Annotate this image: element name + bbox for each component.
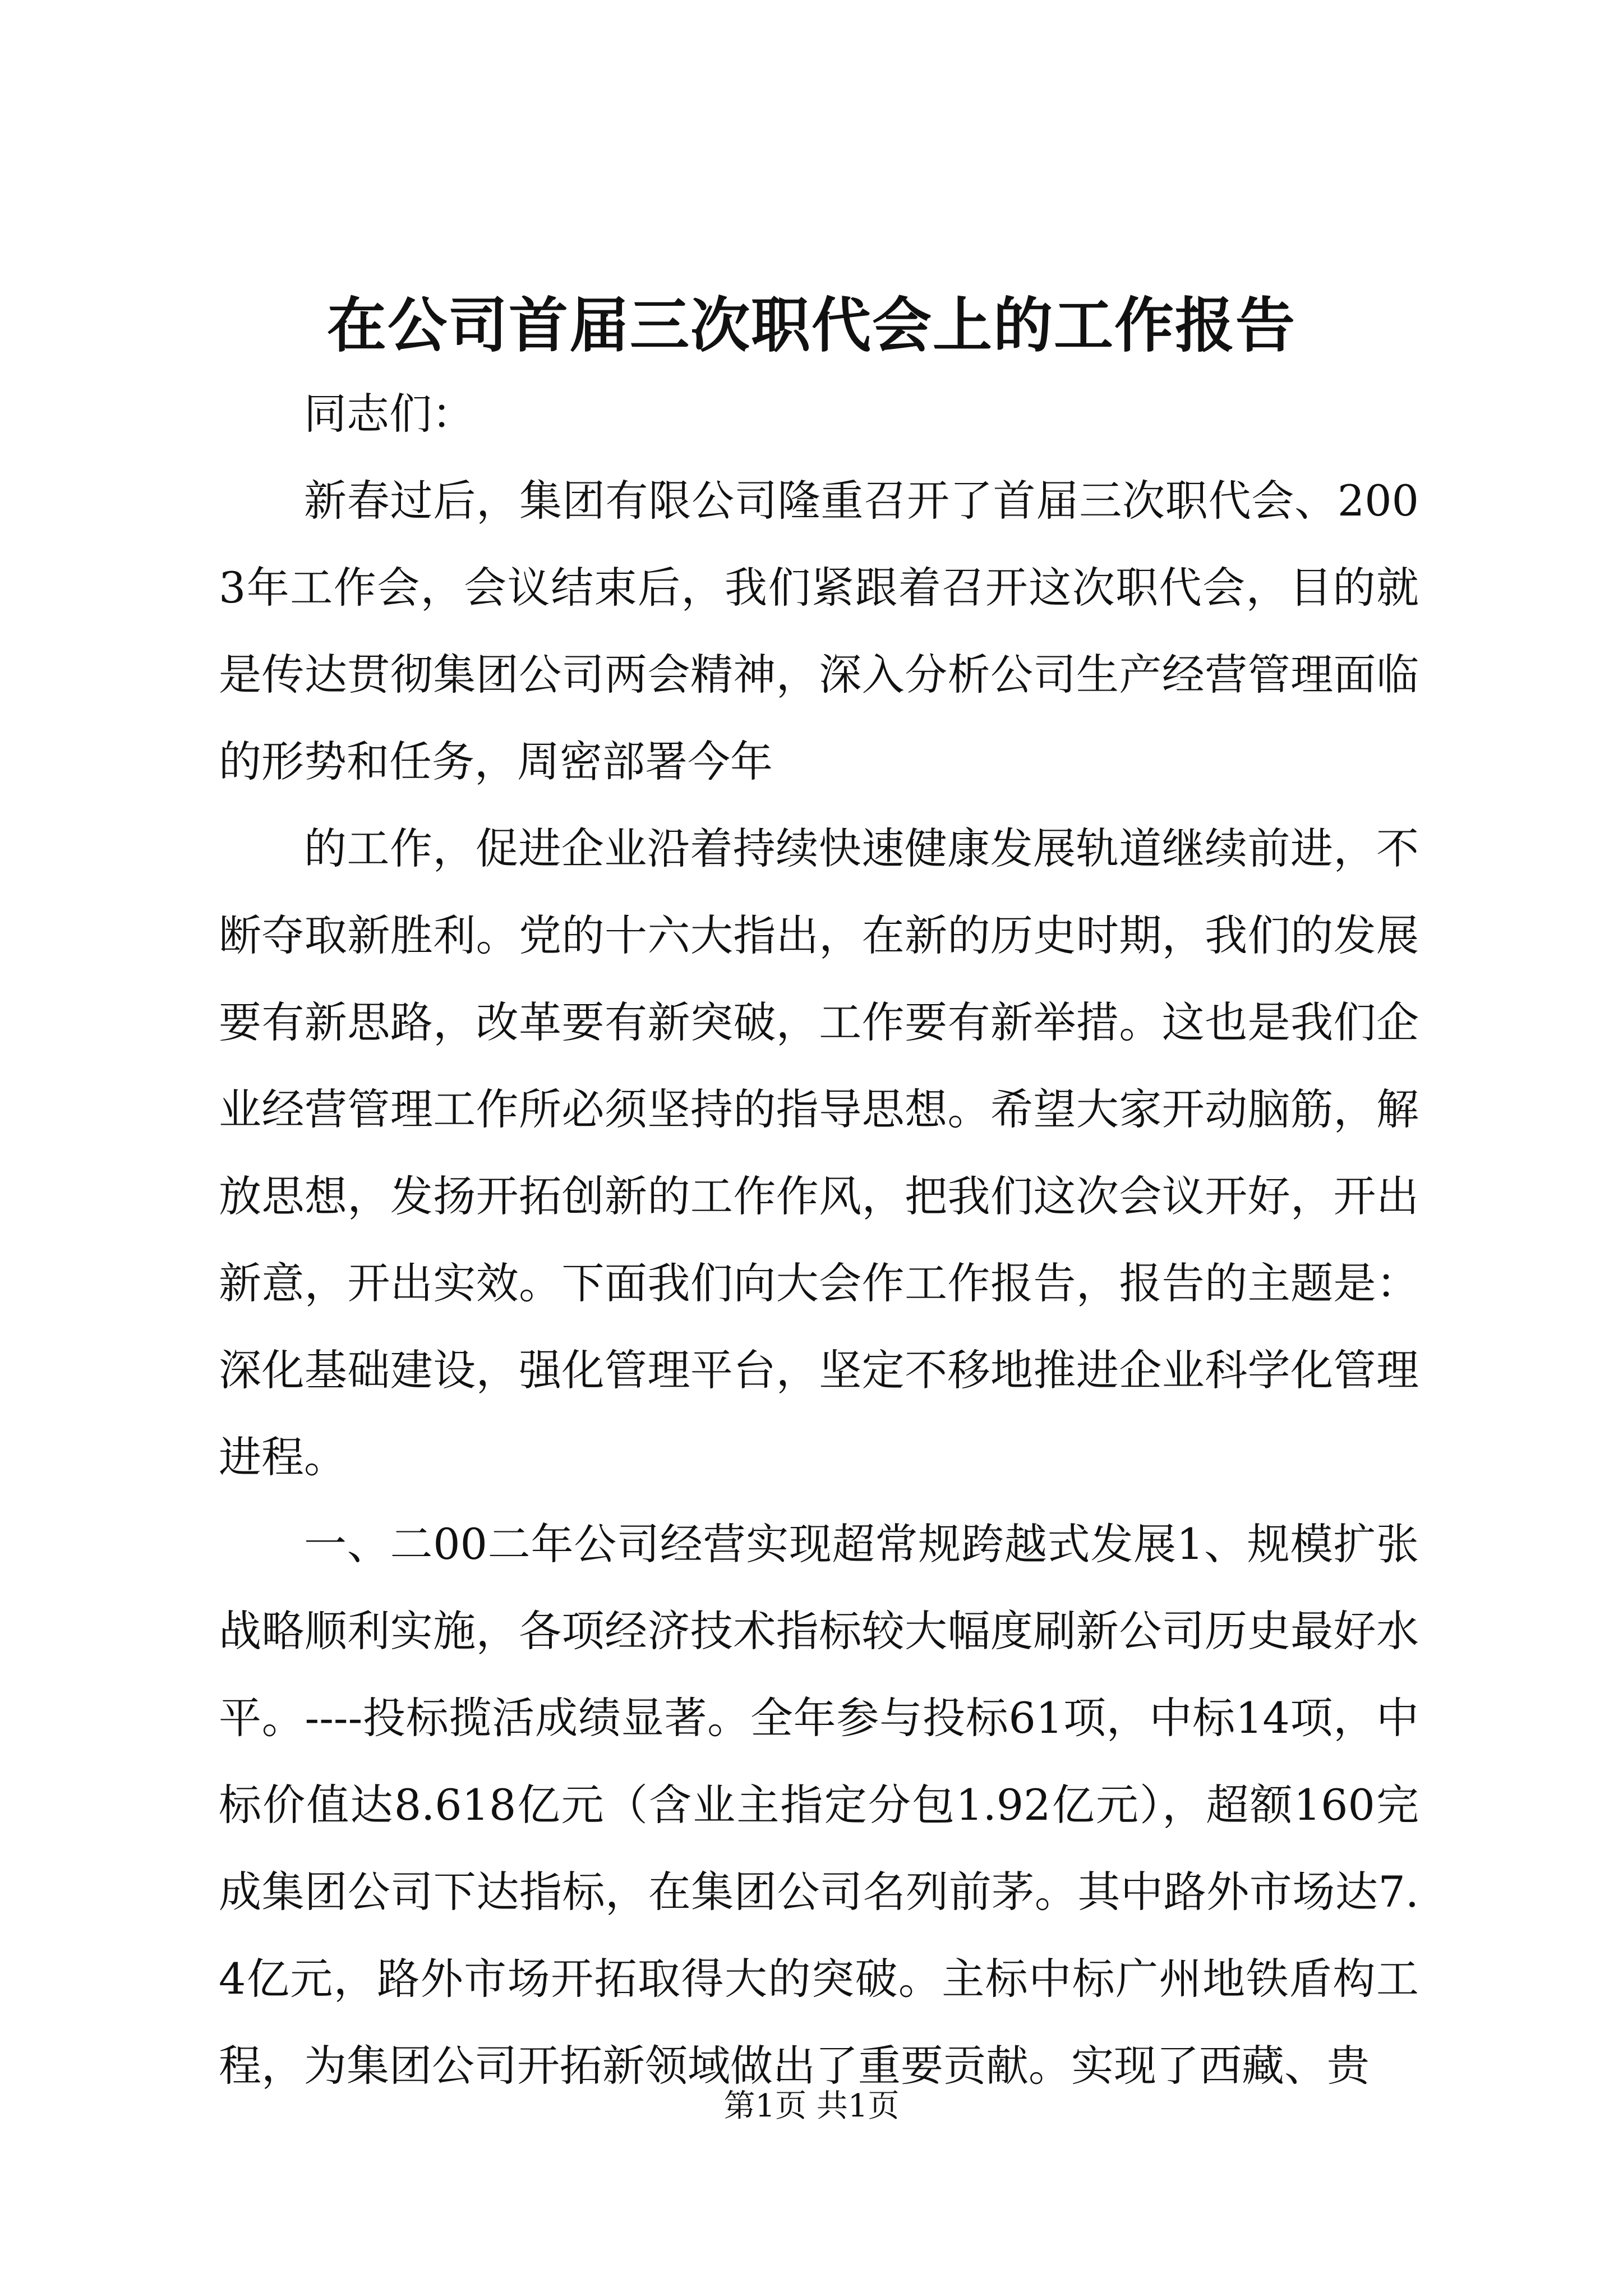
document-body bbox=[219, 370, 1419, 2109]
body-paragraph: 的工作，促进企业沿着持续快速健康发展轨道继续前进，不断夺取新胜利。党的十六大指出，在新的历史时期，我们的发展要有新思路，改革要有新突破，工作要有新举措。这也是我们企业经营管理工作所必须坚持的指导思想。希望大家开动脑筋，解放思想，发扬开拓创新的工作作风，把我们这次会议开好，开出新意，开出实效。下面我们向大会作工作报告，报告的主题是：深化基础建设，强化管理平台，坚定不移地推进企业科学化管理进程。 bbox=[219, 823, 1419, 1482]
body-paragraph: 一、二00二年公司经营实现超常规跨越式发展1、规模扩张战略顺利实施，各项经济技术指标较大幅度刷新公司历史最好水平。----投标揽活成绩显著。全年参与投标61项，中标14项，中标价值达8.618亿元（含业主指定分包1.92亿元），超额160完成集团公司下达指标，在集团公司名列前茅。其中路外市场达7.4亿元，路外市场开拓取得大的突破。主标中标广州地铁盾构工程，为集团公司开拓新领域做出了重要贡献。实现了西藏、贵 bbox=[219, 1519, 1419, 2091]
body-paragraph: 新春过后，集团有限公司隆重召开了首届三次职代会、2003年工作会，会议结束后，我们紧跟着召开这次职代会，目的就是传达贯彻集团公司两会精神，深入分析公司生产经营管理面临的形势和任务，周密部署今年 bbox=[219, 476, 1419, 786]
salutation-paragraph: 同志们： bbox=[304, 389, 474, 439]
page-number-footer: 第1页 共1页 bbox=[723, 2088, 900, 2124]
document-title: 在公司首届三次职代会上的工作报告 bbox=[327, 290, 1296, 360]
